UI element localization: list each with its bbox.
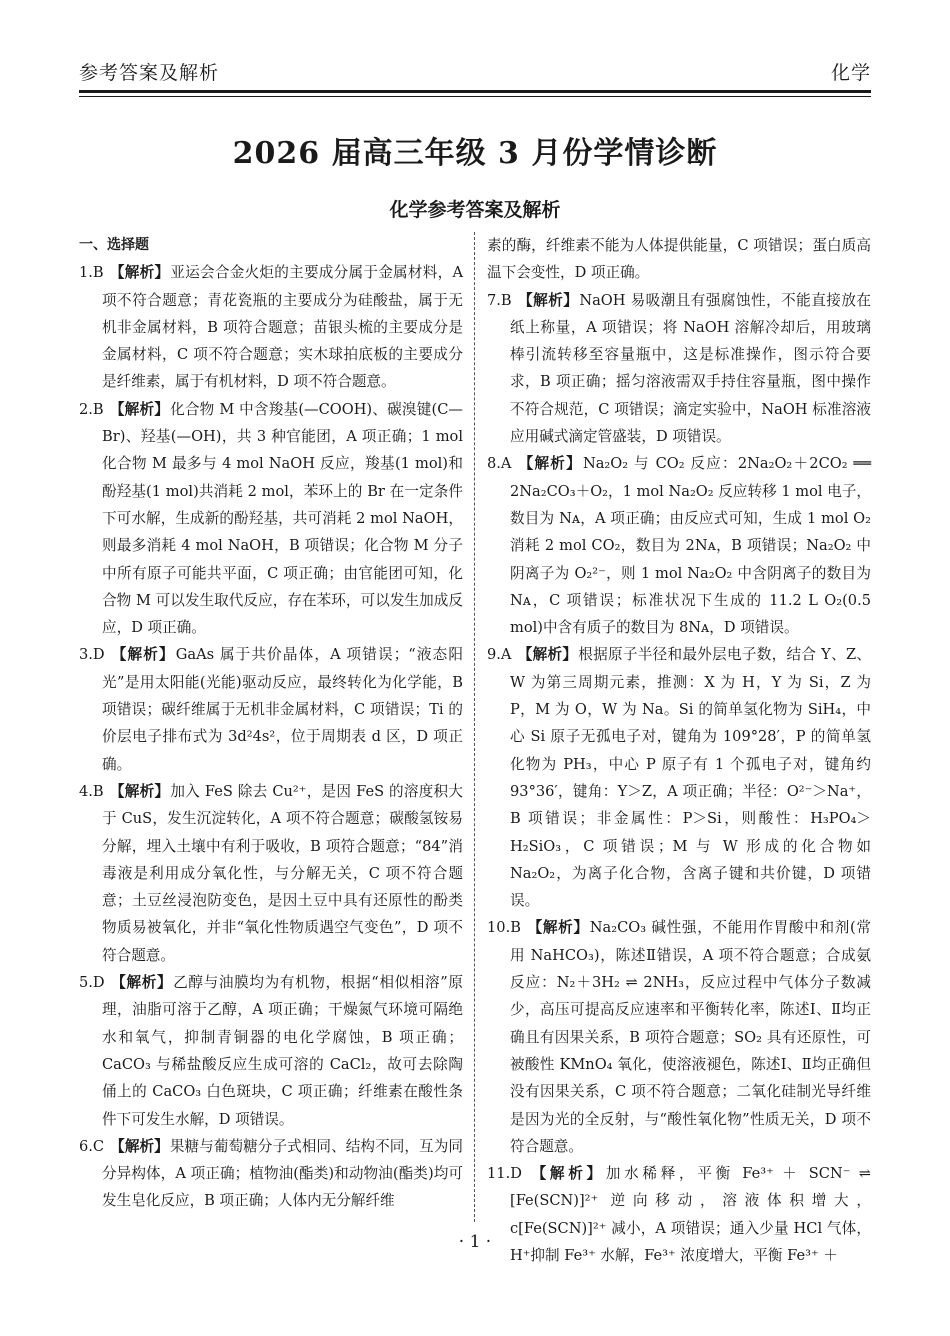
answer-item <box>79 969 463 1133</box>
left-column <box>79 232 463 1215</box>
answer-number: 8.A <box>487 455 512 473</box>
answer-item <box>487 287 871 451</box>
analysis-tag: 【解析】 <box>517 291 579 309</box>
answer-number: 10.B <box>487 919 521 937</box>
column-divider <box>474 232 475 1222</box>
answer-number: 7.B <box>487 291 512 309</box>
answer-item <box>79 1133 463 1215</box>
answer-item <box>487 450 871 641</box>
answer-number: 4.B <box>79 782 104 800</box>
page-number: · 1 · <box>458 1232 492 1252</box>
analysis-tag: 【解析】 <box>109 264 170 282</box>
answer-number: 5.D <box>79 974 105 992</box>
answer-explanation: 加水稀释，平衡 Fe³⁺ ＋ SCN⁻ ⇌ [Fe(SCN)]²⁺ 逆向移动，溶液体积增大，c[Fe(SCN)]²⁺ 减小，A 项错误；通入少量 HCl 气体，H⁺抑制 Fe³⁺ 水解，Fe³⁺ 浓度增大，平衡 Fe³⁺ ＋ <box>510 1165 871 1264</box>
answer-explanation: Na₂O₂ 与 CO₂ 反应：2Na₂O₂＋2CO₂ ══ 2Na₂CO₃＋O₂，1 mol Na₂O₂ 反应转移 1 mol 电子，数目为 Nᴀ，A 项正确；由反应式可知，生成 1 mol O₂ 消耗 2 mol CO₂，数目为 2Nᴀ，B 项错误；Na₂O₂ 中阴离子为 O₂²⁻，则 1 mol Na₂O₂ 中含阴离子的数目为 Nᴀ，C 项错误；标准状况下生成的 11.2 L O₂(0.5 mol)中含有质子的数目为 8Nᴀ，D 项错误。 <box>510 455 871 637</box>
analysis-tag: 【解析】 <box>110 646 175 664</box>
answer-item <box>487 914 871 1160</box>
answer-item <box>79 778 463 969</box>
document-subtitle: 化学参考答案及解析 <box>389 199 561 221</box>
analysis-tag: 【解析】 <box>110 1137 169 1155</box>
answer-number: 3.D <box>79 646 105 664</box>
document-title: 2026 届高三年级 3 月份学情诊断 <box>232 136 718 171</box>
header-section-label: 参考答案及解析 <box>79 62 220 84</box>
analysis-tag: 【解析】 <box>109 782 170 800</box>
analysis-tag: 【解析】 <box>109 400 170 418</box>
answer-continuation: 素的酶，纤维素不能为人体提供能量，C 项错误；蛋白质高温下会变性，D 项正确。 <box>487 237 871 282</box>
answer-number: 1.B <box>79 264 104 282</box>
left-answer-list <box>79 259 463 1214</box>
answer-item <box>79 641 463 777</box>
analysis-tag: 【解析】 <box>517 646 578 664</box>
right-column <box>487 232 871 1269</box>
answer-explanation: 乙醇与油膜均为有机物，根据“相似相溶”原理，油脂可溶于乙醇，A 项正确；干燥氮气环境可隔绝水和氧气，抑制青铜器的电化学腐蚀，B 项正确；CaCO₃ 与稀盐酸反应生成可溶的 CaCl₂，故可去除陶俑上的 CaCO₃ 白色斑块，C 项正确；纤维素在酸性条件下可发生水解，D 项错误。 <box>102 974 463 1128</box>
analysis-tag: 【解析】 <box>110 974 173 992</box>
answer-number: 6.C <box>79 1137 105 1155</box>
answer-explanation: GaAs 属于共价晶体，A 项错误；“液态阳光”是用太阳能(光能)驱动反应，最终转化为化学能，B 项错误；碳纤维属于无机非金属材料，C 项错误；Ti 的价层电子排布式为 3d²4s²，位于周期表 d 区，D 项正确。 <box>102 646 463 773</box>
answer-number: 2.B <box>79 400 104 418</box>
header-rule-thin <box>79 96 871 97</box>
answer-item <box>487 1160 871 1269</box>
analysis-tag: 【解析】 <box>517 455 582 473</box>
answer-number: 11.D <box>487 1165 522 1183</box>
header-subject-label: 化学 <box>830 62 871 84</box>
answer-item <box>79 259 463 395</box>
answer-item <box>79 396 463 642</box>
answer-explanation: 根据原子半径和最外层电子数，结合 Y、Z、W 为第三周期元素，推测：X 为 H，Y 为 Si，Z 为 P，M 为 O，W 为 Na。Si 的简单氢化物为 SiH₄，中心 Si 原子无孤电子对，键角为 109°28′，P 的简单氢化物为 PH₃，中心 P 原子有 1 个孤电子对，键角约 93°36′，键角：Y＞Z，A 项正确；半径：O²⁻＞Na⁺，B 项错误；非金属性：P＞Si，则酸性：H₃PO₄＞H₂SiO₃，C 项错误；M 与 W 形成的化合物如 Na₂O₂，为离子化合物，含离子键和共价键，D 项错误。 <box>510 646 871 910</box>
answer-explanation: 加入 FeS 除去 Cu²⁺，是因 FeS 的溶度积大于 CuS，发生沉淀转化，A 项不符合题意；碳酸氢铵易分解，埋入土壤中有利于吸收，B 项符合题意；“84”消毒液是利用成分氧化性，与分解无关，C 项不符合题意；土豆丝浸泡防变色，是因土豆中具有还原性的酚类物质易被氧化，并非“氧化性物质遇空气变色”，D 项不符合题意。 <box>102 782 463 964</box>
answer-item <box>487 641 871 914</box>
answer-explanation: Na₂CO₃ 碱性强，不能用作胃酸中和剂(常用 NaHCO₃)，陈述Ⅱ错误，A 项不符合题意；合成氨反应：N₂＋3H₂ ⇌ 2NH₃，反应过程中气体分子数减少，高压可提高反应速率和平衡转化率，陈述Ⅰ、Ⅱ均正确且有因果关系，B 项符合题意；SO₂ 具有还原性，可被酸性 KMnO₄ 氧化，使溶液褪色，陈述Ⅰ、Ⅱ均正确但没有因果关系，C 项不符合题意；二氧化硅制光导纤维是因为光的全反射，与“酸性氧化物”性质无关，D 项不符合题意。 <box>510 919 871 1155</box>
answer-number: 9.A <box>487 646 512 664</box>
header-rule-thick <box>79 90 871 93</box>
answer-explanation: 化合物 M 中含羧基(—COOH)、碳溴键(C—Br)、羟基(—OH)，共 3 种官能团，A 项正确；1 mol 化合物 M 最多与 4 mol NaOH 反应，羧基(1 mol)和酚羟基(1 mol)共消耗 2 mol，苯环上的 Br 在一定条件下可水解，生成新的酚羟基，共可消耗 2 mol NaOH，则最多消耗 4 mol NaOH，B 项错误；化合物 M 分子中所有原子可能共平面，C 项正确；由官能团可知，化合物 M 可以发生取代反应，存在苯环，可以发生加成反应，D 项正确。 <box>102 400 463 637</box>
answer-explanation: 亚运会合金火炬的主要成分属于金属材料，A 项不符合题意；青花瓷瓶的主要成分为硅酸盐，属于无机非金属材料，B 项符合题意；苗银头梳的主要成分是金属材料，C 项不符合题意；实木球拍底板的主要成分是纤维素，属于有机材料，D 项不符合题意。 <box>102 264 463 391</box>
analysis-tag: 【解析】 <box>526 919 589 937</box>
section-heading: 一、选择题 <box>79 237 149 253</box>
answer-explanation: NaOH 易吸潮且有强腐蚀性，不能直接放在纸上称量，A 项错误；将 NaOH 溶解冷却后，用玻璃棒引流转移至容量瓶中，这是标准操作，图示符合要求，B 项正确；摇匀溶液需双手持住容量瓶，图中操作不符合规范，C 项错误；滴定实验中，NaOH 标准溶液应用碱式滴定管盛装，D 项错误。 <box>510 291 871 446</box>
answer-explanation: 果糖与葡萄糖分子式相同、结构不同，互为同分异构体，A 项正确；植物油(酯类)和动物油(酯类)均可发生皂化反应，B 项正确；人体内无分解纤维 <box>102 1137 463 1210</box>
analysis-tag: 【解析】 <box>527 1165 605 1183</box>
right-answer-list <box>487 287 871 1270</box>
